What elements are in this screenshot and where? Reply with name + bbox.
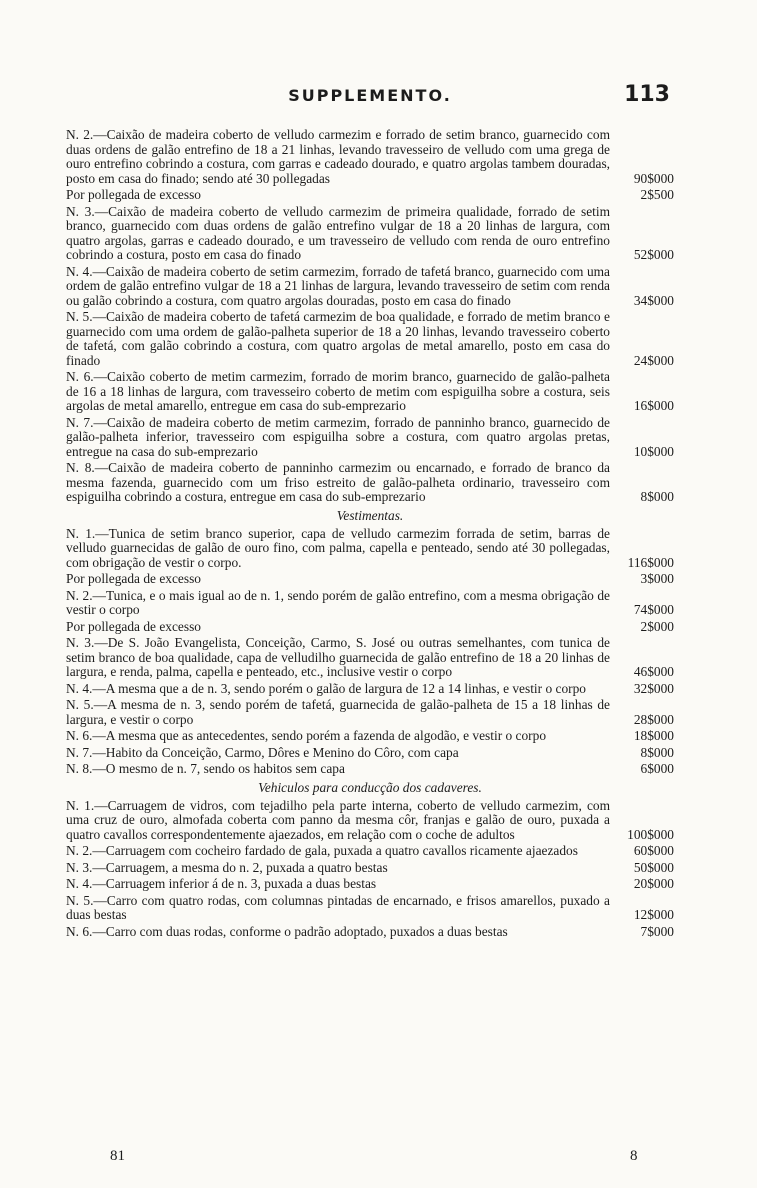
entry-price: 8$000 xyxy=(640,744,674,760)
price-entry xyxy=(66,636,674,680)
price-entry xyxy=(66,729,674,744)
entry-description: N. 3.—Carruagem, a mesma do n. 2, puxada a quatro bestas xyxy=(66,859,388,875)
entry-description: N. 2.—Tunica, e o mais igual ao de n. 1, sendo porém de galão entrefino, com a mesma obrigação de vestir o corpo xyxy=(66,587,610,617)
entry-price: 52$000 xyxy=(633,247,674,262)
price-entry xyxy=(66,572,674,587)
section-heading: Vehiculos para conducção dos cadaveres. xyxy=(258,779,482,795)
entry-description: N. 2.—Caixão de madeira coberto de velludo carmezim e forrado de setim branco, guarnecido com duas ordens de galão entrefino de 18 a 21 linhas, levando travesseiro de velludo com uma grega de ouro entrefino cobrindo a costura, com garras e cadeado dourado, e quatro argolas tambem douradas, posto em casa do finado; sendo até 30 pollegadas xyxy=(66,127,610,186)
entry-price: 2$500 xyxy=(640,187,674,202)
price-entry xyxy=(66,265,674,309)
price-entry xyxy=(66,698,674,727)
entry-description: Por pollegada de excesso xyxy=(66,187,201,202)
entry-price: 24$000 xyxy=(633,352,674,368)
entry-description: Por pollegada de excesso xyxy=(66,571,201,586)
entry-description: N. 3.—De S. João Evangelista, Conceição, Carmo, S. José ou outras semelhantes, com tunica de setim branco de boa qualidade, capa de velludilho guarnecida de galão entrefino de 18 a 20 linhas de largura, e renda, palma, capella e penteado, etc., inclusive vestir o corpo xyxy=(66,635,610,679)
price-entry xyxy=(66,310,674,368)
running-title: SUPPLEMENTO. xyxy=(288,86,452,105)
entry-price: 7$000 xyxy=(640,923,674,939)
entry-description: N. 6.—Caixão coberto de metim carmezim, forrado de morim branco, guarnecido de galão-palheta de 16 a 18 linhas de largura, com travesseiro coberto de metim com espiguilha sobre a costura, seis argolas de metal amarello, entregue em casa do sub-emprezario xyxy=(66,369,610,413)
section-heading: Vestimentas. xyxy=(336,507,404,523)
price-entry xyxy=(66,799,674,843)
price-list xyxy=(66,128,674,941)
page-number: 113 xyxy=(624,82,670,107)
price-entry xyxy=(66,762,674,777)
entry-description: N. 1.—Carruagem de vidros, com tejadilho pela parte interna, coberto de velludo carmezim, com uma cruz de ouro, almofada coberta com panno da mesma côr, franjas e galão de ouro, puxada a quatro cavallos correspondentemente ajaezados, em relação com o coche de adultos xyxy=(66,797,610,842)
entry-description: N. 5.—Carro com quatro rodas, com columnas pintadas de encarnado, e frisos amarellos, puxado a duas bestas xyxy=(66,892,610,922)
entry-description: N. 5.—Caixão de madeira coberto de tafetá carmezim de boa qualidade, e forrado de metim branco e guarnecido com uma ordem de galão-palheta superior de 18 a 20 linhas, levando travesseiro coberto de tafetá, com galão cobrindo a costura, com quatro argolas de metal amarello, posto em casa do finado xyxy=(66,309,610,368)
price-entry xyxy=(66,877,674,892)
price-entry xyxy=(66,861,674,876)
entry-description: N. 7.—Habito da Conceição, Carmo, Dôres e Menino do Côro, com capa xyxy=(66,744,459,760)
entry-description: N. 8.—Caixão de madeira coberto de panninho carmezim ou encarnado, e forrado de branco da mesma fazenda, guarnecido com um friso estreito de galão-palheta ordinario, travesseiro com espiguilha cobrindo a costura, entregue em casa do sub-emprezario xyxy=(66,460,610,504)
entry-price: 90$000 xyxy=(633,170,674,186)
price-entry xyxy=(66,925,674,940)
entry-description: N. 6.—Carro com duas rodas, conforme o padrão adoptado, puxados a duas bestas xyxy=(66,923,508,939)
entry-description: Por pollegada de excesso xyxy=(66,618,201,634)
signature-mark-left: 81 xyxy=(110,1148,125,1164)
price-entry xyxy=(66,589,674,618)
price-entry xyxy=(66,527,674,571)
price-entry xyxy=(66,188,674,203)
entry-description: N. 2.—Carruagem com cocheiro fardado de gala, puxada a quatro cavallos ricamente ajaezados xyxy=(66,843,578,858)
price-entry xyxy=(66,894,674,923)
entry-description: N. 7.—Caixão de madeira coberto de metim carmezim, forrado de panninho branco, guarnecido de galão-palheta inferior, travesseiro com espiguilha sobre a costura, com quatro argolas pretas, entregue na casa do sub-emprezario xyxy=(66,414,610,459)
entry-price: 34$000 xyxy=(633,292,674,308)
entry-description: N. 6.—A mesma que as antecedentes, sendo porém a fazenda de algodão, e vestir o corpo xyxy=(66,728,547,743)
entry-price: 12$000 xyxy=(633,907,674,922)
entry-price: 60$000 xyxy=(633,843,674,858)
entry-price: 74$000 xyxy=(633,602,674,617)
entry-description: N. 4.—A mesma que a de n. 3, sendo porém o galão de largura de 12 a 14 linhas, e vestir o corpo xyxy=(66,680,586,696)
entry-price: 2$000 xyxy=(640,618,674,634)
entry-description: N. 8.—O mesmo de n. 7, sendo os habitos sem capa xyxy=(66,761,345,776)
price-entry xyxy=(66,682,674,697)
price-entry xyxy=(66,128,674,186)
entry-price: 18$000 xyxy=(633,728,674,743)
entry-description: N. 1.—Tunica de setim branco superior, capa de velludo carmezim forrada de setim, barras de velludo guarnecidas de galão de ouro fino, com palma, capella e penteado, sendo até 30 pollegadas, com obrigação de vestir o corpo. xyxy=(66,525,610,570)
entry-price: 16$000 xyxy=(633,398,674,413)
signature-mark-right: 8 xyxy=(630,1148,638,1164)
price-entry xyxy=(66,205,674,263)
entry-description: N. 4.—Carruagem inferior á de n. 3, puxada a duas bestas xyxy=(66,876,377,891)
entry-price: 100$000 xyxy=(627,826,674,842)
entry-price: 28$000 xyxy=(633,711,674,727)
entry-description: N. 4.—Caixão de madeira coberto de setim carmezim, forrado de tafetá branco, guarnecido com uma ordem de galão entrefino vulgar de 18 a 21 linhas de largura, levando travesseiro de setim com renda ou galão cobrindo a costura, com quatro argolas douradas, posto em casa do finado xyxy=(66,263,610,308)
price-entry xyxy=(66,844,674,859)
price-entry xyxy=(66,746,674,761)
entry-description: N. 3.—Caixão de madeira coberto de velludo carmezim de primeira qualidade, forrado de setim branco, guarnecido com duas ordens de galão entrefino vulgar de 18 a 20 linhas de largura, com quatro argolas, garras e cadeado dourado, e um travesseiro de velludo com renda de ouro entrefino cobrindo a costura, posto em casa do finado xyxy=(66,203,610,262)
entry-price: 10$000 xyxy=(633,443,674,459)
page-header xyxy=(70,82,670,112)
entry-price: 20$000 xyxy=(633,876,674,891)
entry-price: 50$000 xyxy=(633,859,674,875)
entry-price: 3$000 xyxy=(640,571,674,586)
entry-price: 46$000 xyxy=(633,664,674,679)
price-entry xyxy=(66,370,674,414)
entry-price: 116$000 xyxy=(627,554,674,570)
entry-price: 8$000 xyxy=(640,489,674,504)
entry-price: 6$000 xyxy=(640,761,674,776)
entry-price: 32$000 xyxy=(633,680,674,696)
price-entry xyxy=(66,461,674,505)
price-entry xyxy=(66,620,674,635)
price-entry xyxy=(66,416,674,460)
entry-description: N. 5.—A mesma de n. 3, sendo porém de tafetá, guarnecida de galão-palheta de 15 a 18 linhas de largura, e vestir o corpo xyxy=(66,697,610,727)
